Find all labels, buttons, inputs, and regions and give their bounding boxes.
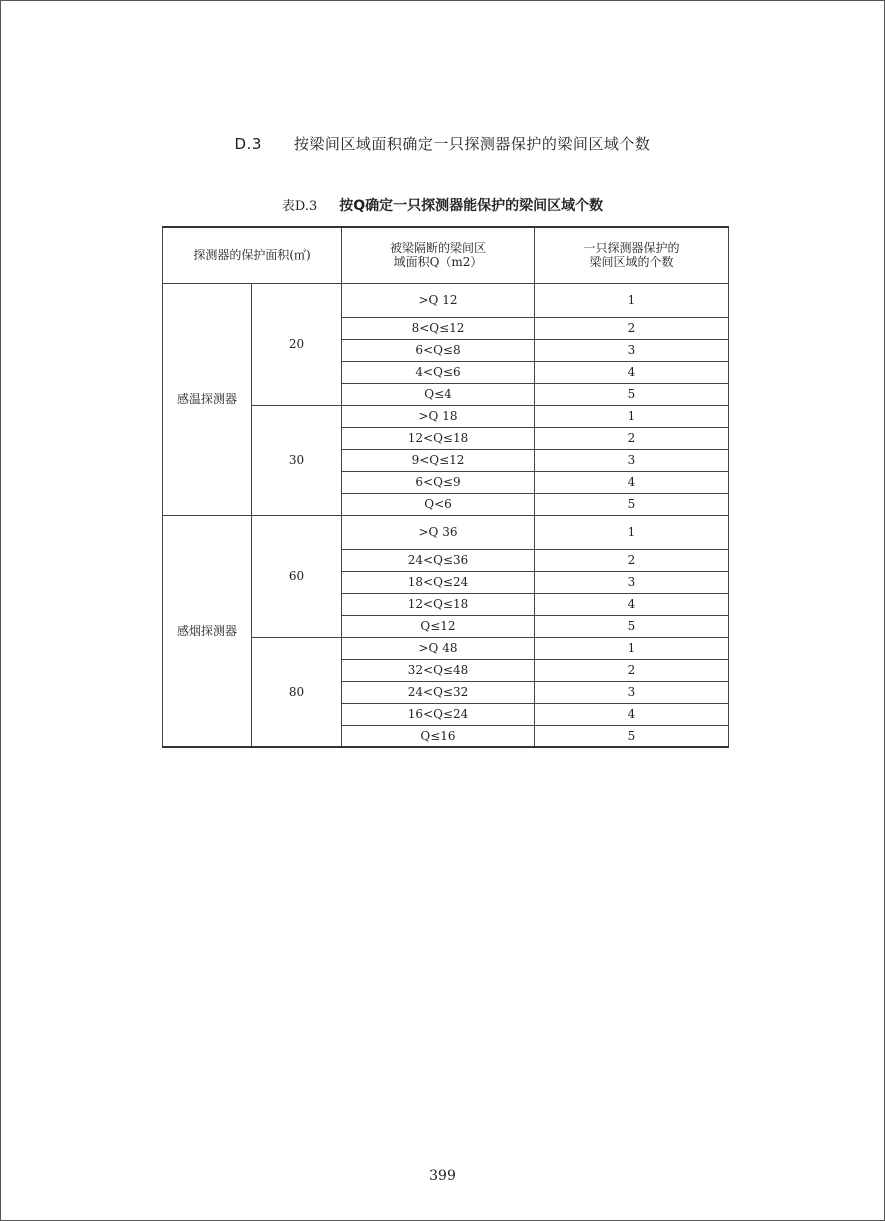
table-row (163, 283, 729, 317)
beam-area-cell: 24<Q≤36 (342, 549, 535, 571)
region-count-cell: 3 (535, 339, 729, 361)
region-count-cell: 4 (535, 361, 729, 383)
protection-area-cell: 60 (252, 515, 342, 637)
beam-area-cell: 24<Q≤32 (342, 681, 535, 703)
beam-area-cell: 6<Q≤8 (342, 339, 535, 361)
region-count-cell: 1 (535, 283, 729, 317)
coverage-table (162, 226, 729, 748)
protection-area-cell: 20 (252, 283, 342, 405)
section-number: D.3 (234, 135, 262, 153)
table-caption (0, 195, 885, 215)
beam-area-cell: >Q 36 (342, 515, 535, 549)
beam-area-cell: >Q 12 (342, 283, 535, 317)
protection-area-cell: 30 (252, 405, 342, 515)
beam-area-cell: 4<Q≤6 (342, 361, 535, 383)
section-title: 按梁间区域面积确定一只探测器保护的梁间区域个数 (293, 135, 651, 153)
region-count-cell: 3 (535, 571, 729, 593)
beam-area-cell: Q<6 (342, 493, 535, 515)
region-count-cell: 4 (535, 593, 729, 615)
section-heading (0, 133, 885, 154)
region-count-cell: 5 (535, 615, 729, 637)
header-protection-area: 探测器的保护面积(㎡) (163, 227, 342, 283)
detector-type-cell: 感温探测器 (163, 283, 252, 515)
detector-type-cell: 感烟探测器 (163, 515, 252, 747)
region-count-cell: 4 (535, 471, 729, 493)
region-count-cell: 5 (535, 493, 729, 515)
region-count-cell: 1 (535, 405, 729, 427)
beam-area-cell: >Q 48 (342, 637, 535, 659)
beam-area-cell: 12<Q≤18 (342, 427, 535, 449)
region-count-cell: 2 (535, 427, 729, 449)
beam-area-cell: 8<Q≤12 (342, 317, 535, 339)
region-count-cell: 5 (535, 725, 729, 747)
region-count-cell: 4 (535, 703, 729, 725)
table-label: 表D.3 (281, 199, 318, 214)
beam-area-cell: Q≤12 (342, 615, 535, 637)
region-count-cell: 3 (535, 681, 729, 703)
region-count-cell: 2 (535, 317, 729, 339)
beam-area-cell: Q≤4 (342, 383, 535, 405)
beam-area-cell: 16<Q≤24 (342, 703, 535, 725)
beam-area-cell: 32<Q≤48 (342, 659, 535, 681)
region-count-cell: 5 (535, 383, 729, 405)
region-count-cell: 2 (535, 659, 729, 681)
beam-area-cell: >Q 18 (342, 405, 535, 427)
table-row (163, 515, 729, 549)
beam-area-cell: 12<Q≤18 (342, 593, 535, 615)
region-count-cell: 3 (535, 449, 729, 471)
region-count-cell: 1 (535, 515, 729, 549)
region-count-cell: 1 (535, 637, 729, 659)
header-beam-area: 被梁隔断的梁间区 域面积Q（m2） (342, 227, 535, 283)
header-region-count: 一只探测器保护的 梁间区域的个数 (535, 227, 729, 283)
beam-area-cell: 18<Q≤24 (342, 571, 535, 593)
beam-area-cell: Q≤16 (342, 725, 535, 747)
beam-area-cell: 6<Q≤9 (342, 471, 535, 493)
beam-area-cell: 9<Q≤12 (342, 449, 535, 471)
region-count-cell: 2 (535, 549, 729, 571)
page-number: 399 (429, 1168, 456, 1184)
table-title: 按Q确定一只探测器能保护的梁间区域个数 (339, 198, 604, 214)
table-header-row (163, 227, 729, 283)
protection-area-cell: 80 (252, 637, 342, 747)
